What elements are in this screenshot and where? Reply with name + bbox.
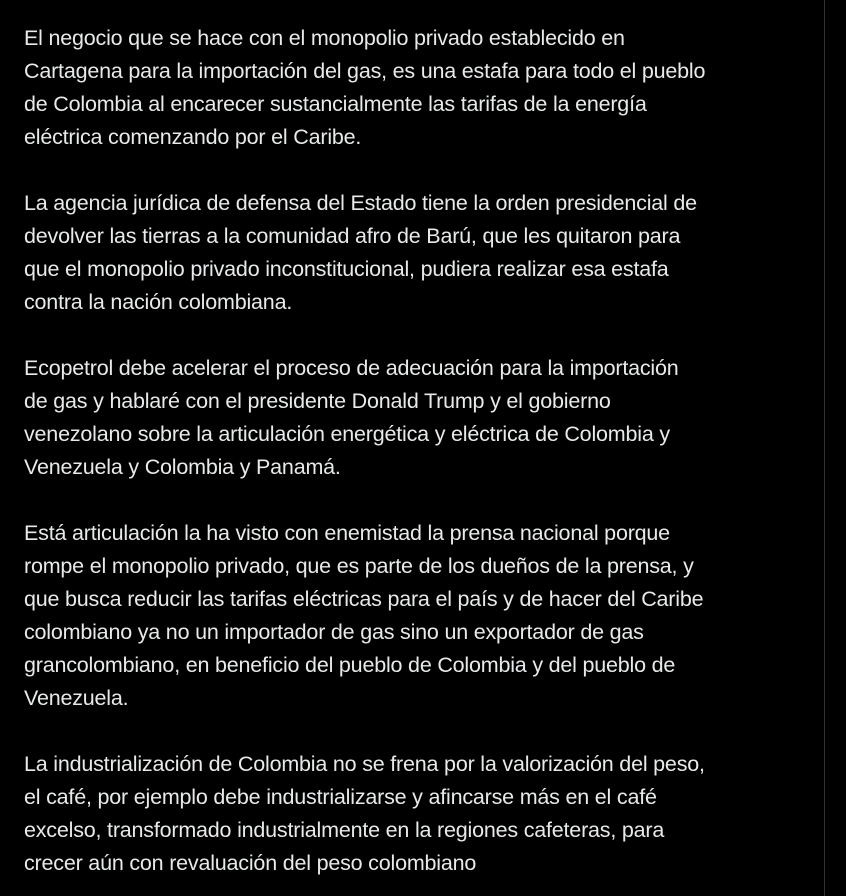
text-line: Está articulación la ha visto con enemistad la prensa nacional porque (24, 521, 670, 545)
text-line: La agencia jurídica de defensa del Estado tiene la orden presidencial de (24, 191, 697, 215)
text-line: Ecopetrol debe acelerar el proceso de adecuación para la importación (24, 356, 679, 380)
text-line: La industrialización de Colombia no se frena por la valorización del peso, (24, 752, 705, 776)
text-line: de Colombia al encarecer sustancialmente las tarifas de la energía (24, 92, 647, 116)
text-line: El negocio que se hace con el monopolio privado establecido en (24, 26, 625, 50)
text-line: el café, por ejemplo debe industrializarse y afincarse más en el café (24, 785, 657, 809)
text-line: crecer aún con revaluación del peso colombiano (24, 851, 477, 875)
text-line: Venezuela. (24, 686, 129, 710)
text-line: rompe el monopolio privado, que es parte de los dueños de la prensa, y (24, 554, 694, 578)
text-line: Venezuela y Colombia y Panamá. (24, 455, 341, 479)
text-line: grancolombiano, en beneficio del pueblo de Colombia y del pueblo de (24, 653, 676, 677)
text-line: que busca reducir las tarifas eléctricas para el país y de hacer del Caribe (24, 587, 704, 611)
post-paragraph-2 (24, 187, 814, 319)
post-text (24, 22, 814, 880)
post-paragraph-1 (24, 22, 814, 154)
text-line: colombiano ya no un importador de gas sino un exportador de gas (24, 620, 644, 644)
text-line: excelso, transformado industrialmente en la regiones cafeteras, para (24, 818, 665, 842)
text-line: devolver las tierras a la comunidad afro de Barú, que les quitaron para (24, 224, 681, 248)
post-paragraph-3 (24, 352, 814, 484)
text-line: que el monopolio privado inconstitucional, pudiera realizar esa estafa (24, 257, 669, 281)
text-line: contra la nación colombiana. (24, 290, 293, 314)
post-paragraph-5 (24, 748, 814, 880)
text-line: venezolano sobre la articulación energética y eléctrica de Colombia y (24, 422, 670, 446)
post-paragraph-4 (24, 517, 814, 715)
text-line: de gas y hablaré con el presidente Donald Trump y el gobierno (24, 389, 611, 413)
text-line: eléctrica comenzando por el Caribe. (24, 125, 362, 149)
text-line: Cartagena para la importación del gas, es una estafa para todo el pueblo (24, 59, 706, 83)
